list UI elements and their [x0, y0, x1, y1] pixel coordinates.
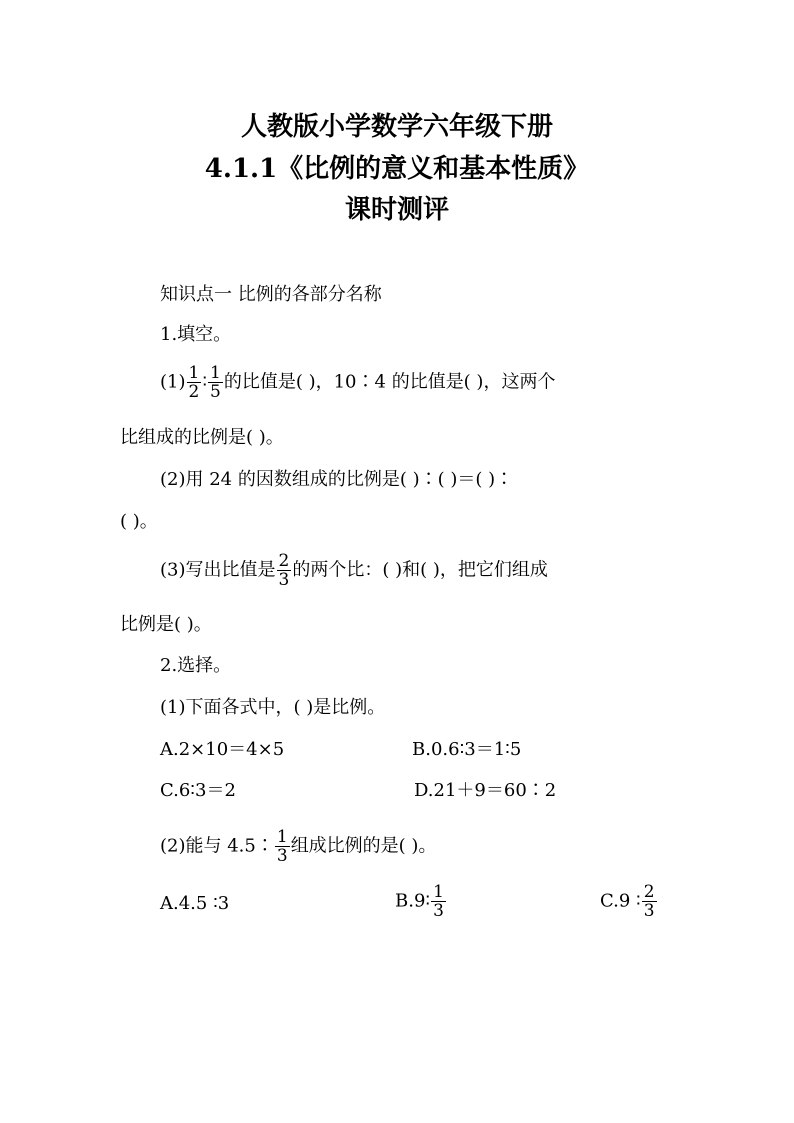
q1-part3-prefix: (3)写出比值是 [160, 559, 276, 581]
option-b-prefix: B.9∶ [395, 890, 431, 912]
fraction-two-thirds [642, 883, 657, 920]
q2-sub1-option-b: B.0.6∶3＝1∶5 [412, 739, 522, 760]
fraction-numerator: 2 [643, 882, 655, 902]
fraction-numerator: 1 [188, 363, 200, 383]
q2-sub1-question: (1)下面各式中，( )是比例。 [160, 697, 386, 718]
title-line-3: 课时测评 [344, 195, 449, 225]
q2-heading: 2.选择。 [160, 655, 232, 676]
q1-heading: 1.填空。 [160, 324, 232, 345]
fraction-denominator: 3 [433, 901, 444, 921]
fraction-denominator: 3 [278, 570, 290, 590]
fraction-one-fifth [208, 364, 223, 401]
ratio-colon: ∶ [202, 371, 208, 393]
q2-sub2-option-a: A.4.5 ∶3 [160, 893, 230, 914]
q1-part1-line2: 比组成的比例是( )。 [120, 427, 284, 448]
fraction-one-third [275, 828, 290, 865]
fraction-two-thirds [277, 552, 292, 589]
section-label: 知识点一 比例的各部分名称 [160, 284, 382, 305]
q1-part3-rest: 的两个比：( )和( )，把它们组成 [292, 559, 548, 581]
fraction-denominator: 3 [643, 901, 655, 921]
title-line-2: 4.1.1《比例的意义和基本性质》 [204, 154, 590, 184]
q2-sub1-option-a: A.2×10＝4×5 [160, 739, 285, 760]
fraction-denominator: 2 [188, 382, 200, 402]
q1-part1-prefix: (1) [160, 371, 186, 393]
q2-sub2-prefix: (2)能与 4.5∶ [160, 835, 274, 857]
fraction-one-third [431, 883, 446, 920]
q1-part2-line2: ( )。 [120, 511, 158, 532]
fraction-numerator: 1 [433, 882, 444, 902]
q1-part1-line1 [160, 364, 555, 401]
option-c-prefix: C.9 ∶ [600, 890, 641, 912]
title-line-1: 人教版小学数学六年级下册 [240, 112, 553, 142]
fraction-denominator: 3 [276, 846, 288, 866]
q2-sub2-option-c [600, 883, 658, 920]
q1-part3-line1 [160, 552, 548, 589]
fraction-denominator: 5 [210, 382, 221, 402]
fraction-numerator: 1 [276, 827, 288, 847]
fraction-numerator: 2 [278, 551, 290, 571]
q1-part1-rest: 的比值是( )，10∶4 的比值是( )，这两个 [223, 371, 556, 393]
q2-sub1-option-d: D.21＋9＝60∶2 [414, 780, 557, 801]
fraction-numerator: 1 [210, 363, 221, 383]
fraction-one-half [187, 364, 202, 401]
q2-sub2-rest: 组成比例的是( )。 [290, 835, 437, 857]
q2-sub2-question [160, 828, 436, 865]
q2-sub2-option-b [395, 883, 447, 920]
q1-part3-line2: 比例是( )。 [120, 614, 212, 635]
q1-part2-line1: (2)用 24 的因数组成的比例是( )∶( )＝( )∶ [160, 469, 514, 490]
q2-sub1-option-c: C.6∶3＝2 [160, 780, 236, 801]
